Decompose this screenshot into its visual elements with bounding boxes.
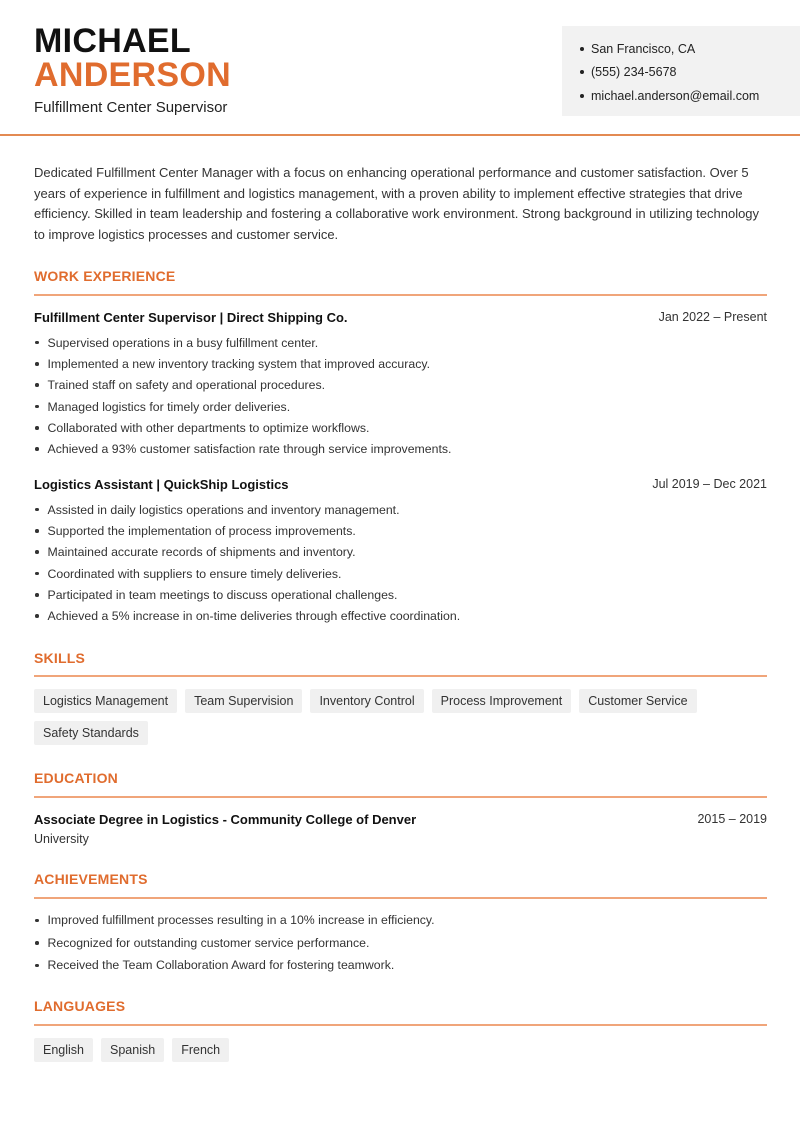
job-role: Fulfillment Center Supervisor | Direct Shipping Co. <box>34 310 348 325</box>
job-bullet-list <box>34 499 767 627</box>
job-dates: Jul 2019 – Dec 2021 <box>652 477 767 491</box>
contact-email <box>580 84 800 108</box>
list-item <box>34 332 767 353</box>
bullet-icon <box>35 550 39 554</box>
bullet-text: Achieved a 93% customer satisfaction rate through service improvements. <box>47 442 452 457</box>
bullet-icon <box>35 362 39 366</box>
list-item <box>34 954 767 977</box>
language-chip: English <box>34 1038 93 1062</box>
achievements-heading: ACHIEVEMENTS <box>34 871 148 887</box>
language-chip: Spanish <box>101 1038 164 1062</box>
bullet-icon <box>35 383 39 387</box>
work-experience-heading: WORK EXPERIENCE <box>34 268 176 284</box>
phone-text: (555) 234-5678 <box>591 65 677 80</box>
contact-phone <box>580 61 800 85</box>
bullet-icon <box>35 341 39 345</box>
bullet-icon <box>35 919 39 923</box>
degree-title: Associate Degree in Logistics - Community College of Denver <box>34 812 417 827</box>
education-type: University <box>34 832 89 846</box>
job-title: Fulfillment Center Supervisor <box>34 99 228 116</box>
first-name: MICHAEL <box>34 22 191 60</box>
job-entry-header <box>34 477 767 492</box>
skill-chip: Process Improvement <box>432 689 572 713</box>
job-dates: Jan 2022 – Present <box>658 310 767 324</box>
bullet-icon <box>35 529 39 533</box>
bullet-text: Collaborated with other departments to optimize workflows. <box>47 420 370 435</box>
bullet-text: Achieved a 5% increase in on-time deliveries through effective coordination. <box>47 609 461 624</box>
skill-chip: Safety Standards <box>34 721 148 745</box>
skill-chip: Customer Service <box>579 689 696 713</box>
list-item <box>34 520 767 541</box>
section-divider <box>34 897 767 899</box>
education-entry-header <box>34 812 767 827</box>
email-text: michael.anderson@email.com <box>591 88 760 103</box>
job-entry-header <box>34 310 767 325</box>
list-item <box>34 584 767 605</box>
resume-header <box>0 0 800 136</box>
job-role: Logistics Assistant | QuickShip Logistics <box>34 477 289 492</box>
list-item <box>34 542 767 563</box>
list-item <box>34 438 767 459</box>
skill-chip: Team Supervision <box>185 689 302 713</box>
list-item <box>34 909 767 932</box>
list-item <box>34 396 767 417</box>
section-divider <box>34 796 767 798</box>
bullet-text: Trained staff on safety and operational procedures. <box>47 378 326 393</box>
location-text: San Francisco, CA <box>591 41 696 56</box>
contact-box <box>562 26 800 116</box>
skill-chip: Logistics Management <box>34 689 177 713</box>
bullet-text: Implemented a new inventory tracking system that improved accuracy. <box>47 356 431 371</box>
bullet-text: Supported the implementation of process improvements. <box>47 523 356 538</box>
list-item <box>34 353 767 374</box>
languages-chip-list <box>34 1038 767 1062</box>
skills-heading: SKILLS <box>34 650 85 666</box>
bullet-icon <box>35 572 39 576</box>
bullet-icon <box>580 94 584 98</box>
bullet-icon <box>35 593 39 597</box>
bullet-text: Managed logistics for timely order deliveries. <box>47 399 291 414</box>
education-heading: EDUCATION <box>34 770 118 786</box>
last-name: ANDERSON <box>34 56 231 94</box>
bullet-text: Received the Team Collaboration Award for fostering teamwork. <box>47 958 395 973</box>
bullet-text: Coordinated with suppliers to ensure timely deliveries. <box>47 566 342 581</box>
list-item <box>34 932 767 955</box>
achievements-list <box>34 909 767 977</box>
bullet-icon <box>35 941 39 945</box>
bullet-icon <box>580 47 584 51</box>
bullet-text: Supervised operations in a busy fulfillment center. <box>47 335 319 350</box>
languages-heading: LANGUAGES <box>34 998 126 1014</box>
education-dates: 2015 – 2019 <box>697 812 767 826</box>
bullet-text: Maintained accurate records of shipments and inventory. <box>47 545 356 560</box>
bullet-icon <box>35 447 39 451</box>
summary-paragraph: Dedicated Fulfillment Center Manager with a focus on enhancing operational performance and customer satisfaction. Over 5 years of experience in fulfillment and logistics management, with a proven ability to implement effective strategies that drive efficiency. Skilled in team leadership and fostering a collaborative work environment. Strong background in utilizing technology to improve logistics processes and customer service. <box>34 165 760 242</box>
list-item <box>34 605 767 626</box>
list-item <box>34 417 767 438</box>
bullet-icon <box>35 614 39 618</box>
bullet-text: Assisted in daily logistics operations and inventory management. <box>47 502 400 517</box>
skills-chip-list <box>34 689 767 745</box>
job-bullet-list <box>34 332 767 460</box>
language-chip: French <box>172 1038 229 1062</box>
list-item <box>34 563 767 584</box>
bullet-text: Participated in team meetings to discuss operational challenges. <box>47 587 398 602</box>
contact-location <box>580 37 800 61</box>
section-divider <box>34 1024 767 1026</box>
bullet-text: Recognized for outstanding customer service performance. <box>47 935 370 950</box>
skill-chip: Inventory Control <box>310 689 423 713</box>
bullet-text: Improved fulfillment processes resulting in a 10% increase in efficiency. <box>47 913 435 928</box>
bullet-icon <box>35 426 39 430</box>
bullet-icon <box>35 964 39 968</box>
list-item <box>34 375 767 396</box>
bullet-icon <box>580 70 584 74</box>
bullet-icon <box>35 405 39 409</box>
bullet-icon <box>35 508 39 512</box>
list-item <box>34 499 767 520</box>
section-divider <box>34 675 767 677</box>
section-divider <box>34 294 767 296</box>
